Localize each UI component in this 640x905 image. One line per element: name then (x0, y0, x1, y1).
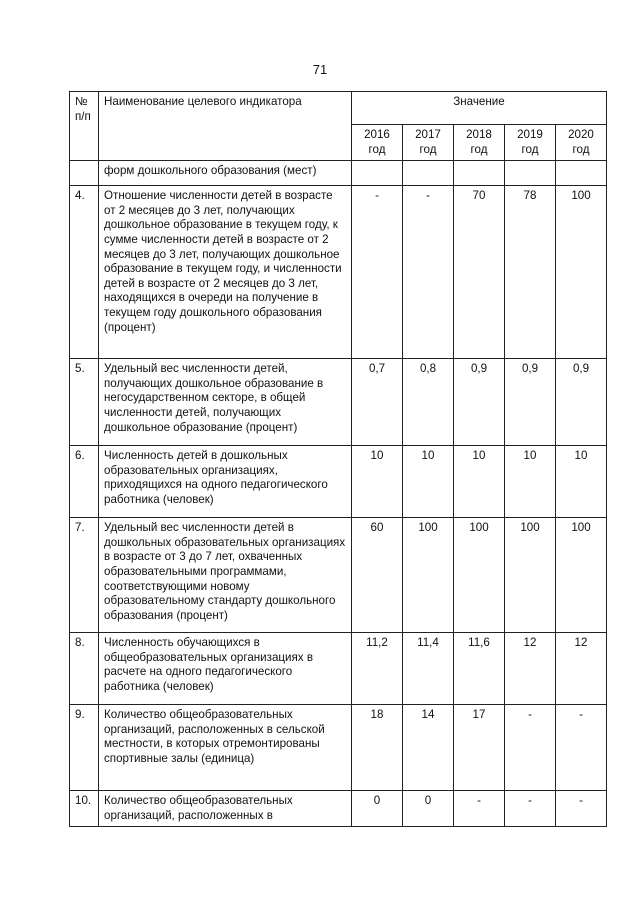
indicator-name: Численность детей в дошкольных образовательных организациях, приходящихся на одного педагогического работника (человек) (99, 446, 352, 518)
value-cell: 0 (403, 791, 454, 827)
value-cell (556, 161, 607, 186)
indicator-name: Отношение численности детей в возрасте от 2 месяцев до 3 лет, получающих дошкольное образование в текущем году, к сумме численности детей в возрасте от 2 месяцев до 3 лет, получающих дошкольное образование в текущем году, и численности детей в возрасте от 2 месяцев до 3 лет, находящихся в очереди на получение в текущем году дошкольного образования (процент) (99, 186, 352, 359)
row-number: 9. (70, 705, 99, 791)
table-row (70, 359, 607, 446)
value-cell: 60 (352, 518, 403, 633)
value-cell: 10 (556, 446, 607, 518)
value-cell: 10 (403, 446, 454, 518)
table-row (70, 186, 607, 359)
value-cell: 0,7 (352, 359, 403, 446)
value-cell: - (505, 705, 556, 791)
table-row (70, 791, 607, 827)
indicator-name: Численность обучающихся в общеобразовательных организациях в расчете на одного педагогического работника (человек) (99, 633, 352, 705)
header-indicator-name: Наименование целевого индикатора (99, 92, 352, 161)
value-cell: 0,9 (505, 359, 556, 446)
header-row (70, 92, 607, 125)
header-year: 2016 год (352, 125, 403, 161)
value-cell: 100 (454, 518, 505, 633)
value-cell: - (352, 186, 403, 359)
indicator-name: Удельный вес численности детей в дошкольных образовательных организациях в возрасте от 3 до 7 лет, охваченных образовательными программами, соответствующими новому образовательному стандарту дошкольного образования (процент) (99, 518, 352, 633)
value-cell: 0 (352, 791, 403, 827)
value-cell: 10 (454, 446, 505, 518)
table-row (70, 518, 607, 633)
page-number: 71 (312, 62, 328, 77)
value-cell: - (403, 186, 454, 359)
header-year: 2018 год (454, 125, 505, 161)
row-number: 8. (70, 633, 99, 705)
row-number: 6. (70, 446, 99, 518)
value-cell: 78 (505, 186, 556, 359)
value-cell: 12 (505, 633, 556, 705)
value-cell: - (454, 791, 505, 827)
table-row (70, 446, 607, 518)
table-row (70, 633, 607, 705)
value-cell: 100 (556, 518, 607, 633)
value-cell: 11,2 (352, 633, 403, 705)
row-number: 10. (70, 791, 99, 827)
value-cell: 0,9 (556, 359, 607, 446)
row-number: 5. (70, 359, 99, 446)
value-cell: 10 (505, 446, 556, 518)
header-year: 2019 год (505, 125, 556, 161)
table-row (70, 161, 607, 186)
value-cell: 70 (454, 186, 505, 359)
value-cell: 12 (556, 633, 607, 705)
header-year: 2020 год (556, 125, 607, 161)
value-cell: 100 (403, 518, 454, 633)
row-number: 4. (70, 186, 99, 359)
value-cell: 0,9 (454, 359, 505, 446)
value-cell: - (505, 791, 556, 827)
header-year: 2017 год (403, 125, 454, 161)
value-cell (352, 161, 403, 186)
value-cell: 100 (556, 186, 607, 359)
indicator-name: Удельный вес численности детей, получающих дошкольное образование в негосударственном секторе, в общей численности детей, получающих дошкольное образование (процент) (99, 359, 352, 446)
value-cell: 11,4 (403, 633, 454, 705)
value-cell: 14 (403, 705, 454, 791)
value-cell: 18 (352, 705, 403, 791)
indicator-name: форм дошкольного образования (мест) (99, 161, 352, 186)
value-cell: 100 (505, 518, 556, 633)
indicators-table (69, 91, 607, 827)
row-number: 7. (70, 518, 99, 633)
indicator-name: Количество общеобразовательных организаций, расположенных в сельской местности, в которых отремонтированы спортивные залы (единица) (99, 705, 352, 791)
indicator-name: Количество общеобразовательных организаций, расположенных в (99, 791, 352, 827)
value-cell: 17 (454, 705, 505, 791)
value-cell: 10 (352, 446, 403, 518)
value-cell (505, 161, 556, 186)
header-number: № п/п (70, 92, 99, 161)
value-cell (403, 161, 454, 186)
value-cell: 11,6 (454, 633, 505, 705)
row-number (70, 161, 99, 186)
value-cell: - (556, 705, 607, 791)
value-cell: 0,8 (403, 359, 454, 446)
value-cell: - (556, 791, 607, 827)
table-row (70, 705, 607, 791)
header-value-group: Значение (352, 92, 607, 125)
value-cell (454, 161, 505, 186)
